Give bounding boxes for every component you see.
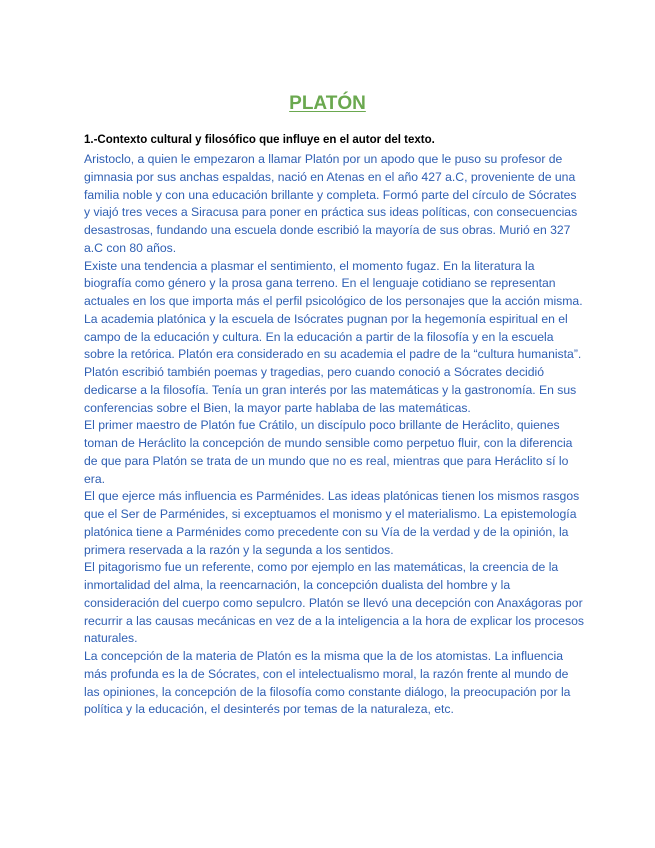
paragraph: Existe una tendencia a plasmar el sentimiento, el momento fugaz. En la literatura la biografía como género y la prosa gana terreno. En el lenguaje cotidiano se representan actuales en los que importa más el perfil psicológico de los personajes que la acción misma. La academia platónica y la escuela de Isócrates pugnan por la hegemonía espiritual en el campo de la educación y cultura. En la educación a partir de la filosofía y en la escuela sobre la retórica. Platón era considerado en su academia el padre de la “cultura humanista”. Platón escribió también poemas y tragedias, pero cuando conoció a Sócrates decidió dedicarse a la filosofía. Tenía un gran interés por las matemáticas y la gastronomía. En sus conferencias sobre el Bien, la mayor parte hablaba de las matemáticas. <box>84 258 583 415</box>
paragraph: El pitagorismo fue un referente, como por ejemplo en las matemáticas, la creencia de la inmortalidad del alma, la reencarnación, la concepción dualista del hombre y la consideración del cuerpo como sepulcro. Platón se llevó una decepción con Anaxágoras por recurrir a las causas mecánicas en vez de a la inteligencia a la hora de explicar los procesos naturales. <box>84 560 584 646</box>
body-text <box>84 151 584 719</box>
paragraph: Aristoclo, a quien le empezaron a llamar Platón por un apodo que le puso su profesor de gimnasia por sus anchas espaldas, nació en Atenas en el año 427 a.C, proveniente de una familia noble y con una educación brillante y completa. Formó parte del círculo de Sócrates y viajó tres veces a Siracusa para poner en práctica sus ideas políticas, con consecuencias desastrosas, fundando una escuela donde escribió la mayoría de sus obras. Murió en 327 a.C con 80 años. <box>84 152 578 255</box>
paragraph: El que ejerce más influencia es Parménides. Las ideas platónicas tienen los mismos rasgos que el Ser de Parménides, si exceptuamos el monismo y el materialismo. La epistemología platónica tiene a Parménides como precedente con su Vía de la verdad y de la opinión, la primera reservada a la razón y la segunda a los sentidos. <box>84 489 580 557</box>
paragraph: La concepción de la materia de Platón es la misma que la de los atomistas. La influencia más profunda es la de Sócrates, con el intelectualismo moral, la razón frente al mundo de las opiniones, la concepción de la filosofía como constante diálogo, la preocupación por la política y la educación, el desinterés por temas de la naturaleza, etc. <box>84 649 571 717</box>
section-heading: 1.-Contexto cultural y filosófico que influye en el autor del texto. <box>84 134 435 146</box>
page-title: PLATÓN <box>289 93 366 114</box>
paragraph: El primer maestro de Platón fue Crátilo, un discípulo poco brillante de Heráclito, quienes toman de Heráclito la concepción de mundo sensible como perpetuo fluir, con la diferencia de que para Platón se trata de un mundo que no es real, mientras que para Heráclito sí lo era. <box>84 418 573 486</box>
